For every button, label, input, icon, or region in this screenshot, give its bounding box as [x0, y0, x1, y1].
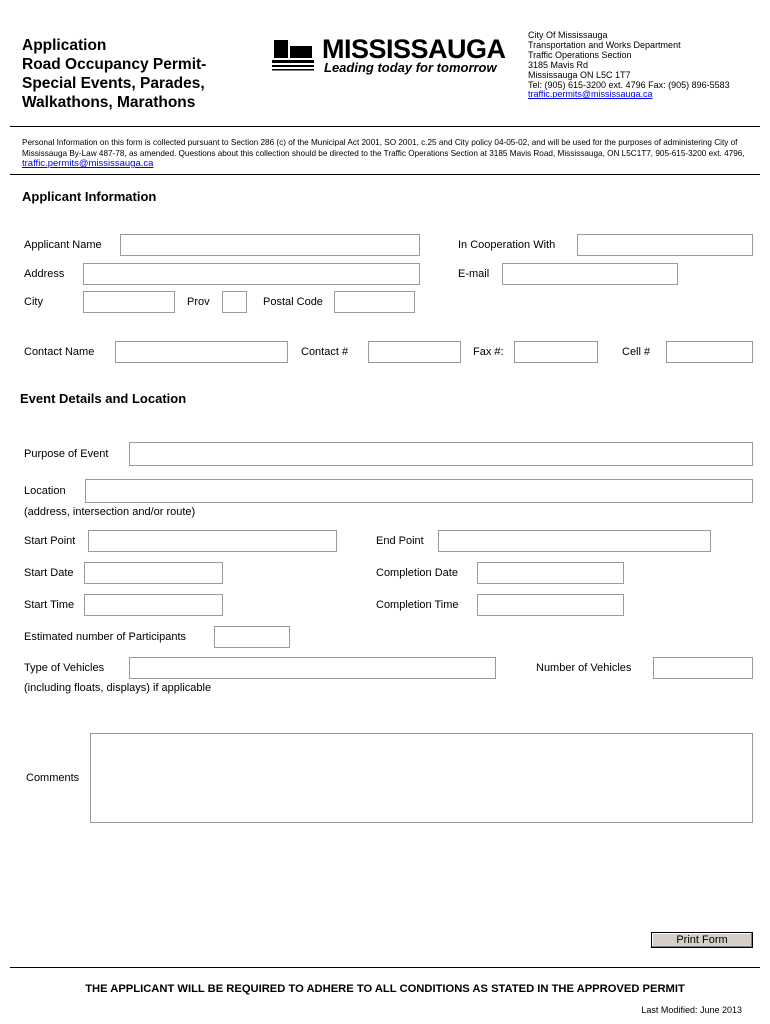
completion-time-field[interactable]	[477, 594, 624, 616]
ship-icon	[270, 36, 316, 74]
mississauga-logo	[270, 34, 506, 80]
completion-date-label: Completion Date	[376, 567, 458, 579]
privacy-text: Personal Information on this form is collected pursuant to Section 286 (c) of the Municipal Act 2001, SO 2001, c.25 and City policy 04-05-02, and will be used for the purposes of administering City of Mississauga By-Law 487-78, as amended. Questions about this collection should be directed to the Traffic Operations Section at 3185 Mavis Road, Mississauga, ON L5C1T7, 905-615-3200 ext. 4796,	[22, 138, 745, 158]
city-label: City	[24, 296, 43, 308]
cooperation-field[interactable]	[577, 234, 753, 256]
start-date-field[interactable]	[84, 562, 223, 584]
title-line: Special Events, Parades,	[22, 75, 205, 92]
contact-number-field[interactable]	[368, 341, 461, 363]
contact-number-label: Contact #	[301, 346, 349, 358]
prov-field[interactable]	[222, 291, 247, 313]
print-form-button[interactable]: Print Form	[651, 932, 753, 948]
privacy-notice	[22, 138, 757, 170]
email-field[interactable]	[502, 263, 678, 285]
vehicle-type-label: Type of Vehicles	[24, 662, 105, 674]
start-point-field[interactable]	[88, 530, 337, 552]
applicant-name-label: Applicant Name	[24, 239, 102, 251]
vehicle-hint: (including floats, displays) if applicable	[24, 682, 212, 694]
contact-line: Mississauga ON L5C 1T7	[528, 69, 631, 80]
event-heading: Event Details and Location	[20, 391, 187, 406]
comments-field[interactable]	[90, 733, 753, 823]
contact-name-field[interactable]	[115, 341, 288, 363]
completion-date-field[interactable]	[477, 562, 624, 584]
logo-wordmark: MISSISSAUGA	[322, 34, 506, 64]
postal-code-label: Postal Code	[263, 296, 323, 308]
divider	[10, 967, 760, 968]
purpose-field[interactable]	[129, 442, 753, 466]
vehicle-type-field[interactable]	[129, 657, 496, 679]
cooperation-label: In Cooperation With	[458, 239, 556, 251]
contact-email-link[interactable]: traffic.permits@mississauga.ca	[528, 89, 653, 100]
address-label: Address	[24, 268, 65, 280]
title-line: Walkathons, Marathons	[22, 94, 196, 111]
contact-line: Transportation and Works Department	[528, 39, 681, 50]
prov-label: Prov	[187, 296, 210, 308]
email-label: E-mail	[458, 268, 490, 280]
vehicle-number-label: Number of Vehicles	[536, 662, 632, 674]
city-field[interactable]	[83, 291, 175, 313]
fax-label: Fax #:	[473, 346, 504, 358]
start-point-label: Start Point	[24, 535, 76, 547]
contact-line: Tel: (905) 615-3200 ext. 4796 Fax: (905) 896-5583	[528, 79, 730, 90]
vehicle-number-field[interactable]	[653, 657, 753, 679]
privacy-email-link[interactable]: traffic.permits@mississauga.ca	[22, 158, 154, 169]
applicant-heading: Applicant Information	[22, 189, 157, 204]
postal-code-field[interactable]	[334, 291, 415, 313]
title-line: Road Occupancy Permit-	[22, 56, 207, 73]
location-hint: (address, intersection and/or route)	[24, 506, 196, 518]
form-title	[22, 36, 206, 112]
conditions-notice: THE APPLICANT WILL BE REQUIRED TO ADHERE TO ALL CONDITIONS AS STATED IN THE APPROVED PERMIT	[85, 983, 685, 995]
start-time-label: Start Time	[24, 599, 75, 611]
logo-tagline: Leading today for tomorrow	[324, 60, 497, 75]
location-label: Location	[24, 485, 66, 497]
divider	[10, 174, 760, 175]
purpose-label: Purpose of Event	[24, 448, 109, 460]
address-field[interactable]	[83, 263, 420, 285]
location-field[interactable]	[85, 479, 753, 503]
fax-field[interactable]	[514, 341, 598, 363]
contact-line: 3185 Mavis Rd	[528, 59, 589, 70]
start-time-field[interactable]	[84, 594, 223, 616]
completion-time-label: Completion Time	[376, 599, 459, 611]
cell-label: Cell #	[622, 346, 651, 358]
cell-field[interactable]	[666, 341, 753, 363]
divider	[10, 126, 760, 127]
start-date-label: Start Date	[24, 567, 74, 579]
contact-name-label: Contact Name	[24, 346, 95, 358]
end-point-label: End Point	[376, 535, 424, 547]
contact-line: Traffic Operations Section	[528, 49, 632, 60]
participants-field[interactable]	[214, 626, 290, 648]
department-contact	[528, 31, 730, 100]
contact-line: City Of Mississauga	[528, 30, 608, 40]
end-point-field[interactable]	[438, 530, 711, 552]
applicant-name-field[interactable]	[120, 234, 420, 256]
title-line: Application	[22, 37, 107, 54]
last-modified: Last Modified: June 2013	[641, 1005, 742, 1015]
comments-label: Comments	[26, 772, 80, 784]
participants-label: Estimated number of Participants	[24, 631, 187, 643]
